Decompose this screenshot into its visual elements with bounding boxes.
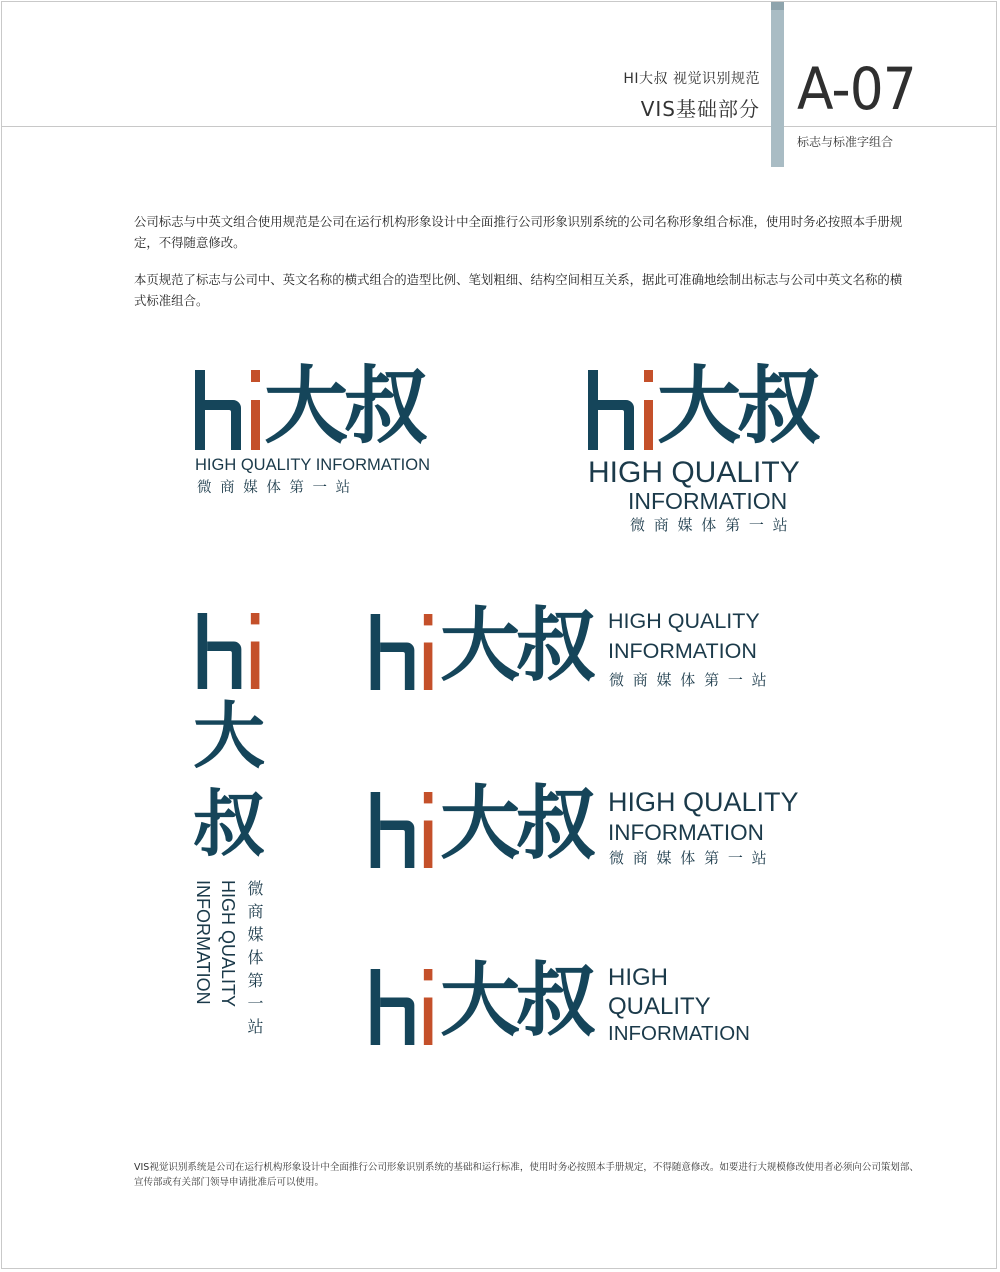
- logo-1-hi-mark: [195, 370, 261, 450]
- logo-3-en-line1-vertical: HIGH QUALITY: [218, 880, 238, 1008]
- logo-4-cn-name: 大叔: [440, 599, 592, 692]
- header-accent-bar: [771, 2, 784, 167]
- logo-1-cn-tagline: 微 商 媒 体 第 一 站: [197, 480, 353, 496]
- logo-4-en-line2: INFORMATION: [608, 639, 757, 663]
- page-code: A-07: [797, 55, 916, 123]
- header-divider: [2, 126, 997, 127]
- logo-4-cn-tagline: 微 商 媒 体 第 一 站: [609, 671, 769, 689]
- logo-5-cn-name: 大叔: [440, 777, 592, 870]
- header-accent-bar-cap: [771, 2, 784, 10]
- logo-4-en-line1: HIGH QUALITY: [608, 609, 760, 633]
- logo-5-hi-mark: [369, 792, 435, 868]
- logo-3-hi-mark: [196, 613, 262, 689]
- logo-2-cn-name: 大叔: [657, 357, 818, 455]
- logo-2-en-line2: INFORMATION: [628, 488, 788, 514]
- logo-3-cn-tagline-vertical: 微商媒体第一站: [245, 880, 264, 1041]
- section-title: VIS基础部分: [640, 97, 760, 121]
- logo-2-cn-tagline: 微 商 媒 体 第 一 站: [630, 516, 790, 534]
- logo-2-en-line1: HIGH QUALITY: [588, 456, 800, 489]
- intro-paragraph-1: 公司标志与中英文组合使用规范是公司在运行机构形象设计中全面推行公司形象识别系统的公司名称形象组合标准，使用时务必按照本手册规定，不得随意修改。: [134, 214, 903, 250]
- footer-note: VIS视觉识别系统是公司在运行机构形象设计中全面推行公司形象识别系统的基础和运行标准，使用时务必按照本手册规定，不得随意修改。如要进行大规模修改使用者必须向公司策划部、宣传部或有关部门领导申请批准后可以使用。: [134, 1162, 919, 1188]
- page-subtitle: 标志与标准字组合: [797, 135, 894, 149]
- logo-6-en-line2: INFORMATION: [608, 1022, 750, 1045]
- logo-6-cn-name: 大叔: [440, 954, 592, 1047]
- logo-3-cn-char-1: 大: [193, 694, 266, 778]
- brand-line: HI大叔 视觉识别规范: [623, 71, 760, 87]
- logo-6-en-word-high: HIGH: [608, 964, 668, 991]
- intro-paragraph-2: 本页规范了标志与公司中、英文名称的横式组合的造型比例、笔划粗细、结构空间相互关系，据此可准确地绘制出标志与公司中英文名称的横式标准组合。: [134, 272, 903, 308]
- logo-3-en-line2-vertical: INFORMATION: [193, 880, 213, 1005]
- logo-5-cn-tagline: 微 商 媒 体 第 一 站: [609, 849, 769, 867]
- logo-3-cn-char-2: 叔: [193, 782, 266, 866]
- logo-1-en-name: HIGH QUALITY INFORMATION: [195, 456, 430, 474]
- logo-6-hi-mark: [369, 969, 435, 1045]
- logo-5-en-line2: INFORMATION: [608, 820, 764, 845]
- logo-4-hi-mark: [369, 614, 435, 690]
- logo-1-cn-name: 大叔: [264, 357, 425, 455]
- logo-2-hi-mark: [588, 370, 654, 450]
- logo-6-en-word-quality: QUALITY: [608, 993, 711, 1020]
- logo-5-en-line1: HIGH QUALITY: [608, 787, 799, 817]
